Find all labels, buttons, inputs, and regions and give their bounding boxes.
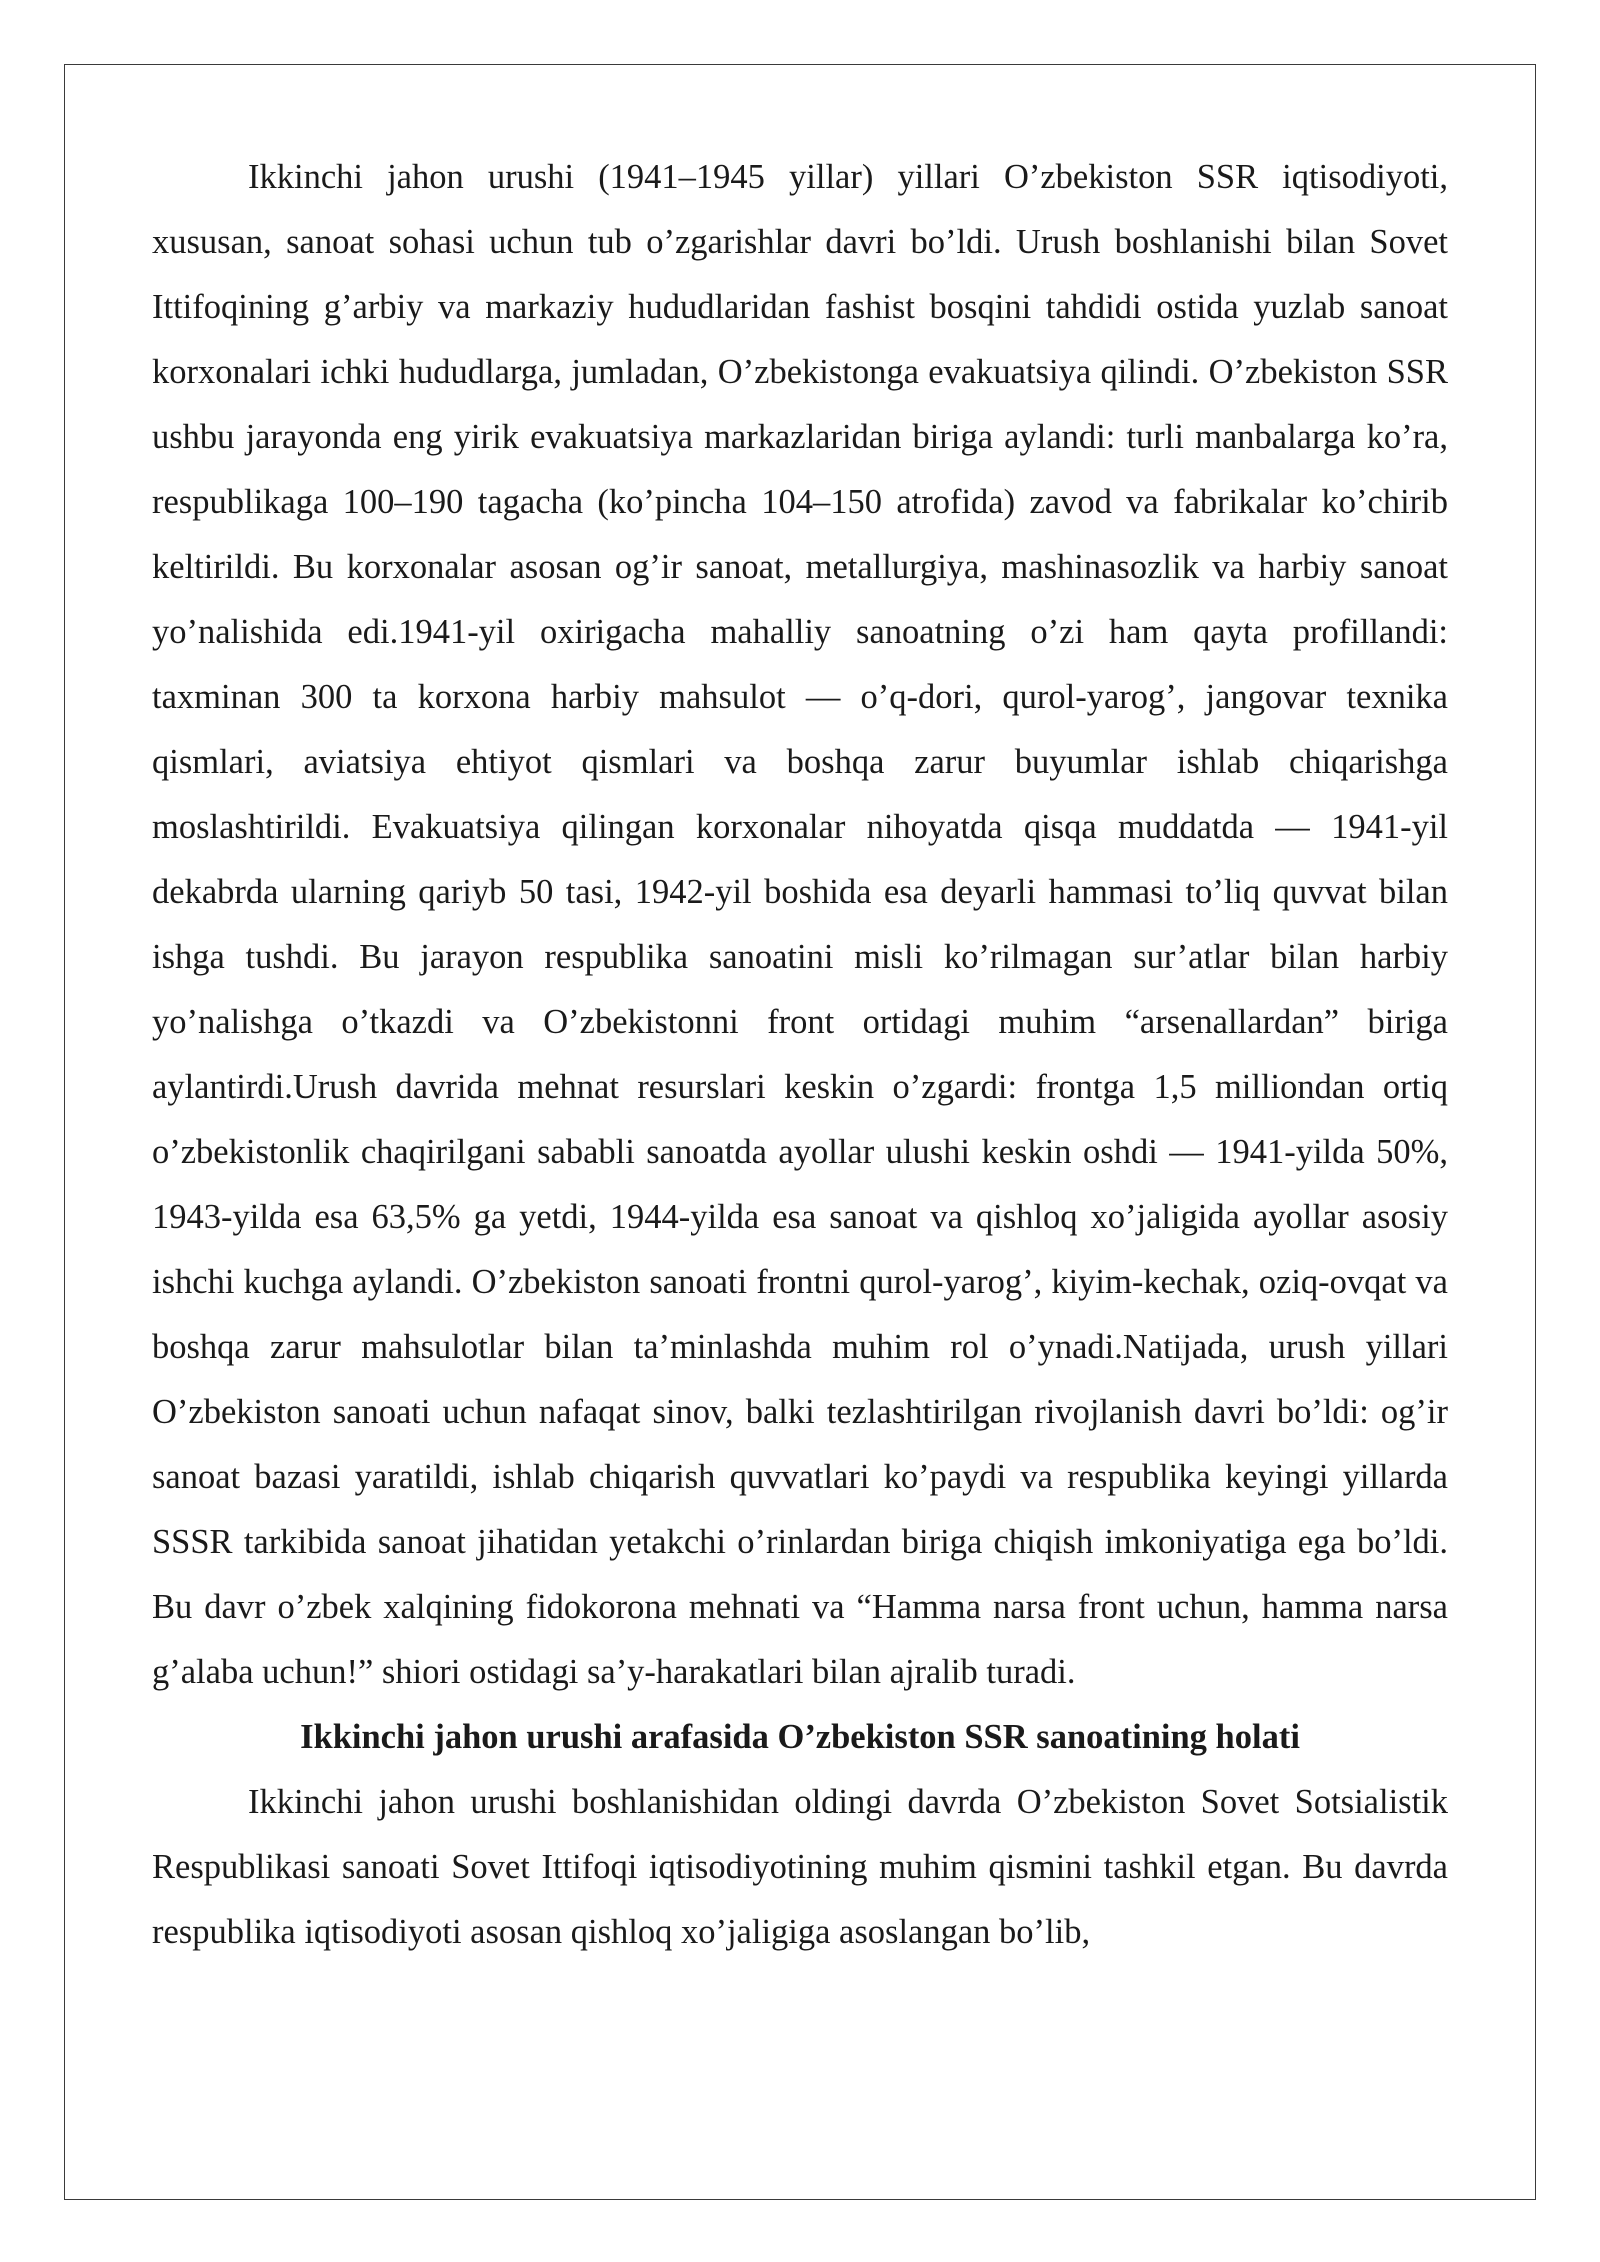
section-heading: Ikkinchi jahon urushi arafasida O’zbekiston SSR sanoatining holati — [300, 1718, 1300, 1756]
body-paragraph: Ikkinchi jahon urushi (1941–1945 yillar) yillari O’zbekiston SSR iqtisodiyoti, xususan, sanoat sohasi uchun tub o’zgarishlar davri bo’ldi. Urush boshlanishi bilan Sovet Ittifoqining g’arbiy va markaziy hududlaridan fashist bosqini tahdidi ostida yuzlab sanoat korxonalari ichki hududlarga, jumladan, O’zbekistonga evakuatsiya qilindi. O’zbekiston SSR ushbu jarayonda eng yirik evakuatsiya markazlaridan biriga aylandi: turli manbalarga ko’ra, respublikaga 100–190 tagacha (ko’pincha 104–150 atrofida) zavod va fabrikalar ko’chirib keltirildi. Bu korxonalar asosan og’ir sanoat, metallurgiya, mashinasozlik va harbiy sanoat yo’nalishida edi.1941-yil oxirigacha mahalliy sanoatning o’zi ham qayta profillandi: taxminan 300 ta korxona harbiy mahsulot — o’q-dori, qurol-yarog’, jangovar texnika qismlari, aviatsiya ehtiyot qismlari va boshqa zarur buyumlar ishlab chiqarishga moslashtirildi. Evakuatsiya qilingan korxonalar nihoyatda qisqa muddatda — 1941-yil dekabrda ularning qariyb 50 tasi, 1942-yil boshida esa deyarli hammasi to’liq quvvat bilan ishga tushdi. Bu jarayon respublika sanoatini misli ko’rilmagan sur’atlar bilan harbiy yo’nalishga o’tkazdi va O’zbekistonni front ortidagi muhim “arsenallardan” biriga aylantirdi.Urush davrida mehnat resurslari keskin o’zgardi: frontga 1,5 milliondan ortiq o’zbekistonlik chaqirilgani sababli sanoatda ayollar ulushi keskin oshdi — 1941-yilda 50%, 1943-yilda esa 63,5% ga yetdi, 1944-yilda esa sanoat va qishloq xo’jaligida ayollar asosiy ishchi kuchga aylandi. O’zbekiston sanoati frontni qurol-yarog’, kiyim-kechak, oziq-ovqat va boshqa zarur mahsulotlar bilan ta’minlashda muhim rol o’ynadi.Natijada, urush yillari O’zbekiston sanoati uchun nafaqat sinov, balki tezlashtirilgan rivojlanish davri bo’ldi: og’ir sanoat bazasi yaratildi, ishlab chiqarish quvvatlari ko’paydi va respublika keyingi yillarda SSSR tarkibida sanoat jihatidan yetakchi o’rinlardan biriga chiqish imkoniyatiga ega bo’ldi. Bu davr o’zbek xalqining fidokorona mehnati va “Hamma narsa front uchun, hamma narsa g’alaba uchun!” shiori ostidagi sa’y-harakatlari bilan ajralib turadi. — [152, 158, 1448, 1691]
body-paragraph: Ikkinchi jahon urushi boshlanishidan oldingi davrda O’zbekiston Sovet Sotsialistik Respublikasi sanoati Sovet Ittifoqi iqtisodiyotining muhim qismini tashkil etgan. Bu davrda respublika iqtisodiyoti asosan qishloq xo’jaligiga asoslangan bo’lib, — [152, 1783, 1448, 1951]
document-body — [152, 145, 1448, 1965]
